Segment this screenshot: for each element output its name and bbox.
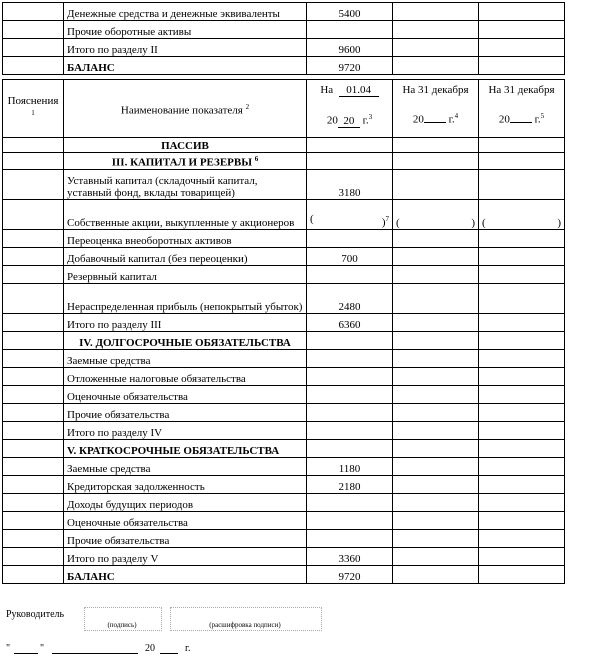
notes-cell[interactable]	[3, 403, 64, 421]
row-name-cell: Итого по разделу V	[64, 547, 307, 565]
value-cell-period-2[interactable]	[393, 349, 479, 367]
value-cell-period-2[interactable]	[393, 3, 479, 21]
value-cell-period-3[interactable]	[479, 265, 565, 283]
assets-tail-table	[2, 2, 565, 75]
value-cell-period-2[interactable]	[393, 385, 479, 403]
row-name-cell: Доходы будущих периодов	[64, 493, 307, 511]
notes-cell[interactable]	[3, 367, 64, 385]
col-period-3-header: На 31 декабря 20 г.$^5$	[479, 80, 565, 138]
section-title-row	[3, 331, 565, 349]
period-1-date: 01.04	[339, 84, 379, 97]
value-cell-period-3[interactable]	[479, 421, 565, 439]
row-name-cell: Заемные средства	[64, 457, 307, 475]
value-cell-period-1[interactable]: 3360	[307, 547, 393, 565]
value-cell-period-2[interactable]	[393, 265, 479, 283]
value-cell-period-3[interactable]	[479, 511, 565, 529]
notes-cell[interactable]	[3, 529, 64, 547]
value-cell-period-3[interactable]	[479, 475, 565, 493]
signature-caption: (подпись)	[107, 621, 137, 629]
table-row	[3, 547, 565, 565]
value-cell-period-3[interactable]	[479, 385, 565, 403]
table-row	[3, 57, 565, 75]
table-row	[3, 493, 565, 511]
section-title-row	[3, 153, 565, 170]
value-cell-period-1[interactable]: 9720	[307, 57, 393, 75]
notes-cell[interactable]	[3, 153, 64, 170]
value-cell-period-3[interactable]	[479, 21, 565, 39]
row-name-cell: БАЛАНС	[64, 57, 307, 75]
value-cell-period-2[interactable]	[393, 367, 479, 385]
value-cell-period-3[interactable]	[479, 367, 565, 385]
notes-cell[interactable]	[3, 421, 64, 439]
value-cell-period-2[interactable]	[393, 21, 479, 39]
value-cell-period-2[interactable]	[393, 138, 479, 153]
notes-cell[interactable]	[3, 283, 64, 313]
value-cell-period-1[interactable]: 6360	[307, 313, 393, 331]
row-name-cell: Кредиторская задолженность	[64, 475, 307, 493]
value-cell-period-3[interactable]	[479, 457, 565, 475]
value-cell-period-2[interactable]	[393, 529, 479, 547]
col-period-1-header: На 01.04 20 20 г.$^3$	[307, 80, 393, 138]
notes-cell[interactable]	[3, 349, 64, 367]
table-row	[3, 283, 565, 313]
value-cell-period-1[interactable]	[307, 138, 393, 153]
value-cell-period-3[interactable]: ( )	[479, 199, 565, 229]
value-cell-period-2[interactable]	[393, 475, 479, 493]
value-cell-period-2[interactable]	[393, 153, 479, 170]
section-5-title: V. КРАТКОСРОЧНЫЕ ОБЯЗАТЕЛЬСТВА	[64, 439, 307, 457]
value-cell-period-3[interactable]	[479, 283, 565, 313]
row-name-cell: Добавочный капитал (без переоценки)	[64, 247, 307, 265]
value-cell-period-1[interactable]	[307, 529, 393, 547]
section-3-title: III. КАПИТАЛ И РЕЗЕРВЫ $^6$	[64, 153, 307, 170]
row-name-cell: Заемные средства	[64, 349, 307, 367]
section-title-row	[3, 138, 565, 153]
value-cell-period-1[interactable]: 2480	[307, 283, 393, 313]
period-1-year: 20	[338, 115, 360, 128]
value-cell-period-3[interactable]	[479, 138, 565, 153]
value-cell-period-3[interactable]	[479, 565, 565, 583]
notes-cell[interactable]	[3, 313, 64, 331]
table-row	[3, 169, 565, 199]
date-year-field[interactable]	[160, 653, 178, 654]
row-name-cell: Переоценка внеоборотных активов	[64, 229, 307, 247]
notes-cell[interactable]	[3, 3, 64, 21]
value-cell-period-1[interactable]	[307, 493, 393, 511]
row-name-cell: Итого по разделу IV	[64, 421, 307, 439]
table-row	[3, 349, 565, 367]
notes-cell[interactable]	[3, 21, 64, 39]
value-cell-period-2[interactable]	[393, 439, 479, 457]
value-cell-period-2[interactable]	[393, 229, 479, 247]
row-name-cell: Отложенные налоговые обязательства	[64, 367, 307, 385]
balance-label: БАЛАНС	[64, 565, 307, 583]
value-cell-period-3[interactable]	[479, 403, 565, 421]
date-month-field[interactable]	[52, 653, 138, 654]
value-cell-period-1[interactable]	[307, 153, 393, 170]
table-row	[3, 229, 565, 247]
table-row	[3, 39, 565, 57]
value-cell-period-2[interactable]	[393, 283, 479, 313]
table-row	[3, 367, 565, 385]
notes-cell[interactable]	[3, 265, 64, 283]
value-cell-period-2[interactable]	[393, 331, 479, 349]
row-name-cell: Прочие обязательства	[64, 529, 307, 547]
notes-cell[interactable]	[3, 457, 64, 475]
value-cell-period-1[interactable]: 9600	[307, 39, 393, 57]
value-cell-period-3[interactable]	[479, 529, 565, 547]
value-cell-period-2[interactable]	[393, 565, 479, 583]
value-cell-period-1[interactable]	[307, 385, 393, 403]
table-row	[3, 313, 565, 331]
value-cell-period-3[interactable]	[479, 493, 565, 511]
table-row	[3, 3, 565, 21]
value-cell-period-3[interactable]	[479, 247, 565, 265]
row-name-cell: Прочие оборотные активы	[64, 21, 307, 39]
notes-cell[interactable]	[3, 57, 64, 75]
notes-cell[interactable]	[3, 493, 64, 511]
date-quote-close: "	[40, 643, 45, 654]
table-row	[3, 529, 565, 547]
value-cell-period-2[interactable]	[393, 403, 479, 421]
table-header-row	[3, 80, 565, 138]
value-cell-period-2[interactable]	[393, 247, 479, 265]
notes-cell[interactable]	[3, 169, 64, 199]
value-cell-period-3[interactable]	[479, 153, 565, 170]
value-cell-period-1[interactable]: 5400	[307, 3, 393, 21]
value-cell-period-1[interactable]	[307, 511, 393, 529]
value-cell-period-1[interactable]: 3180	[307, 169, 393, 199]
value-cell-period-3[interactable]	[479, 547, 565, 565]
col-name-header: Наименование показателя $^2$	[64, 80, 307, 138]
row-name-cell: Нераспределенная прибыль (непокрытый убыток)	[64, 283, 307, 313]
value-cell-period-2[interactable]	[393, 457, 479, 475]
table-row	[3, 265, 565, 283]
value-cell-period-3[interactable]	[479, 349, 565, 367]
value-cell-period-3[interactable]	[479, 331, 565, 349]
value-cell-period-1[interactable]	[307, 21, 393, 39]
value-cell-period-2[interactable]	[393, 421, 479, 439]
value-cell-period-2[interactable]	[393, 547, 479, 565]
date-year-prefix: 20	[145, 643, 155, 654]
row-name-cell: Денежные средства и денежные эквиваленты	[64, 3, 307, 21]
notes-cell[interactable]	[3, 229, 64, 247]
table-row	[3, 199, 565, 229]
value-cell-period-3[interactable]	[479, 313, 565, 331]
table-row	[3, 475, 565, 493]
section-title-row	[3, 439, 565, 457]
value-cell-period-1[interactable]	[307, 229, 393, 247]
value-cell-period-3[interactable]	[479, 3, 565, 21]
row-name-cell: Оценочные обязательства	[64, 385, 307, 403]
notes-cell[interactable]	[3, 385, 64, 403]
value-cell-period-1[interactable]	[307, 349, 393, 367]
notes-cell[interactable]	[3, 547, 64, 565]
value-cell-period-2[interactable]	[393, 39, 479, 57]
notes-cell[interactable]	[3, 511, 64, 529]
table-row	[3, 457, 565, 475]
row-name-cell: Уставный капитал (складочный капитал, уставный фонд, вклады товарищей)	[64, 169, 307, 199]
value-cell-period-1[interactable]	[307, 403, 393, 421]
value-cell-period-3[interactable]	[479, 229, 565, 247]
value-cell-period-1[interactable]: ( )$^7$	[307, 199, 393, 229]
notes-cell[interactable]	[3, 247, 64, 265]
value-cell-period-2[interactable]	[393, 57, 479, 75]
notes-cell[interactable]	[3, 475, 64, 493]
value-cell-period-2[interactable]	[393, 169, 479, 199]
table-row	[3, 247, 565, 265]
row-name-cell: Резервный капитал	[64, 265, 307, 283]
value-cell-period-1[interactable]	[307, 439, 393, 457]
balance-row	[3, 565, 565, 583]
section-4-title: IV. ДОЛГОСРОЧНЫЕ ОБЯЗАТЕЛЬСТВА	[64, 331, 307, 349]
notes-cell[interactable]	[3, 199, 64, 229]
col-period-2-header: На 31 декабря 20 г.$^4$	[393, 80, 479, 138]
col-notes-header: Пояснения $^1$	[3, 80, 64, 138]
notes-cell[interactable]	[3, 565, 64, 583]
liabilities-table	[2, 79, 565, 584]
date-year-suffix: г.	[185, 643, 191, 654]
head-label: Руководитель	[6, 609, 65, 620]
table-row	[3, 421, 565, 439]
table-row	[3, 21, 565, 39]
table-row	[3, 385, 565, 403]
value-cell-period-3[interactable]	[479, 439, 565, 457]
value-cell-period-1[interactable]	[307, 331, 393, 349]
value-cell-period-3[interactable]	[479, 169, 565, 199]
row-name-cell: Итого по разделу III	[64, 313, 307, 331]
signature-decode-caption: (расшифровка подписи)	[209, 621, 281, 629]
value-cell-period-1[interactable]: 1180	[307, 457, 393, 475]
value-cell-period-1[interactable]	[307, 367, 393, 385]
value-cell-period-2[interactable]	[393, 493, 479, 511]
row-name-cell: Собственные акции, выкупленные у акционеров	[64, 199, 307, 229]
value-cell-period-1[interactable]: 9720	[307, 565, 393, 583]
value-cell-period-3[interactable]	[479, 39, 565, 57]
date-day-field[interactable]	[14, 653, 38, 654]
row-name-cell: Прочие обязательства	[64, 403, 307, 421]
date-quote-open: "	[6, 643, 11, 654]
notes-cell[interactable]	[3, 331, 64, 349]
table-row	[3, 403, 565, 421]
value-cell-period-3[interactable]	[479, 57, 565, 75]
value-cell-period-1[interactable]: 2180	[307, 475, 393, 493]
passiv-title: ПАССИВ	[64, 138, 307, 153]
value-cell-period-1[interactable]	[307, 421, 393, 439]
value-cell-period-2[interactable]	[393, 313, 479, 331]
notes-cell[interactable]	[3, 439, 64, 457]
notes-cell[interactable]	[3, 39, 64, 57]
table-row	[3, 511, 565, 529]
value-cell-period-1[interactable]: 700	[307, 247, 393, 265]
value-cell-period-2[interactable]: ( )	[393, 199, 479, 229]
row-name-cell: Оценочные обязательства	[64, 511, 307, 529]
value-cell-period-2[interactable]	[393, 511, 479, 529]
row-name-cell: Итого по разделу II	[64, 39, 307, 57]
notes-cell[interactable]	[3, 138, 64, 153]
value-cell-period-1[interactable]	[307, 265, 393, 283]
